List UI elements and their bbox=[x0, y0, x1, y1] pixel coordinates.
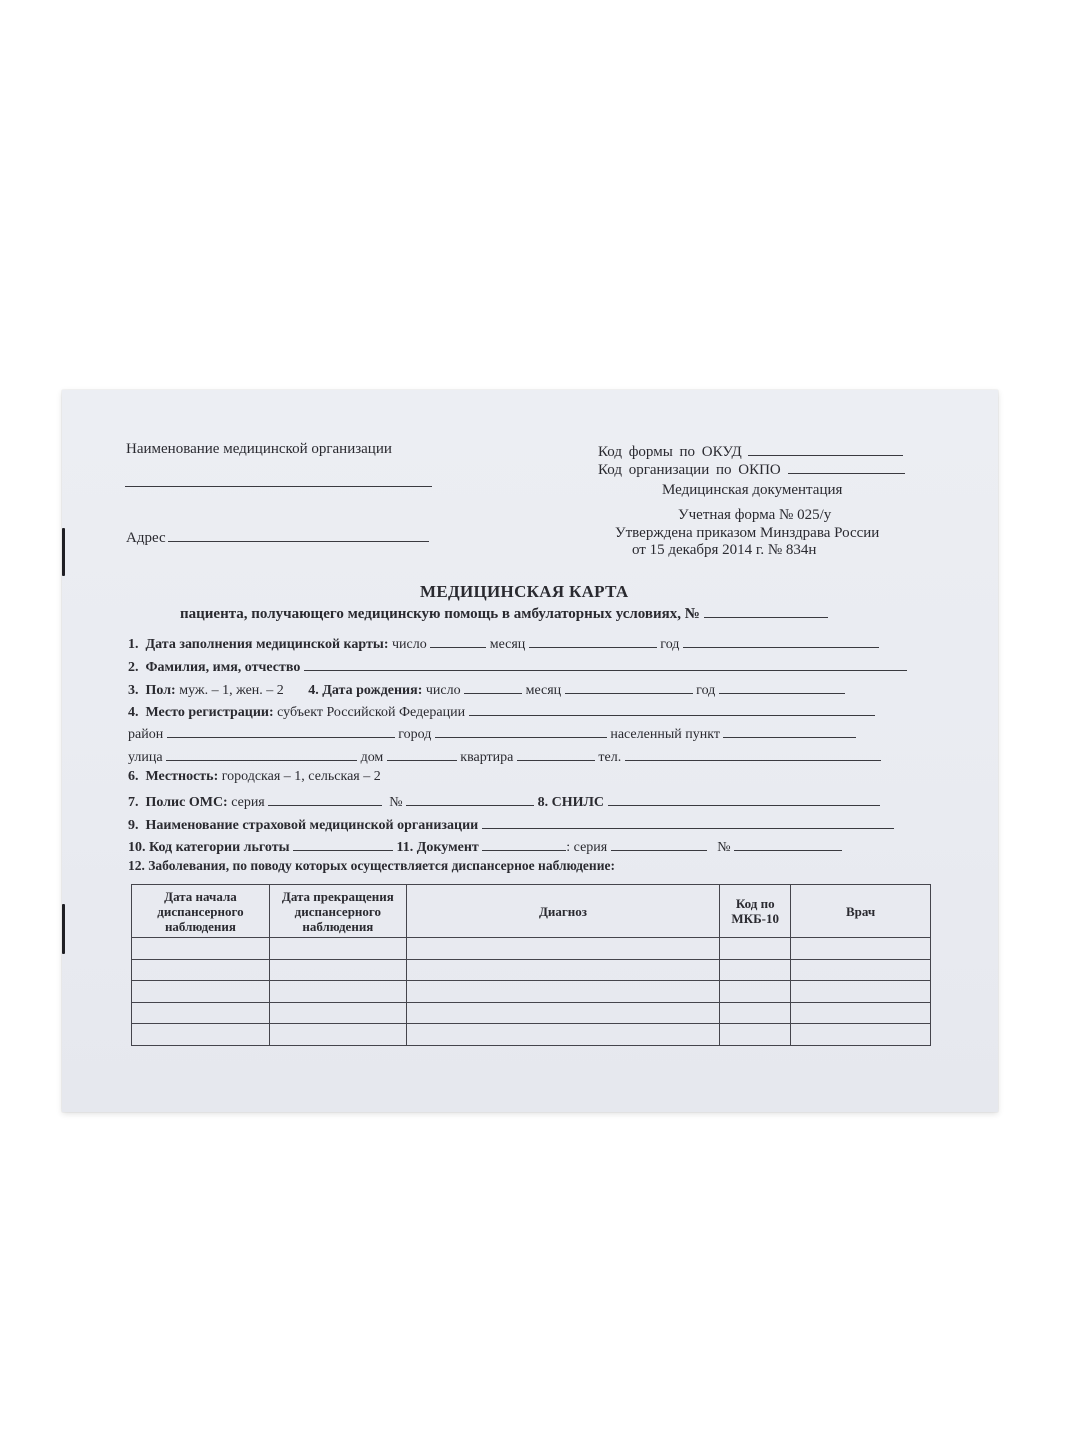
address-line[interactable] bbox=[168, 527, 429, 542]
table-cell[interactable] bbox=[269, 981, 406, 1003]
approved-by: Утверждена приказом Минздрава России bbox=[615, 525, 880, 541]
address-row-1: район город населенный пункт bbox=[128, 723, 856, 743]
field-2-row: 2. Фамилия, имя, отчество bbox=[128, 656, 907, 676]
table-row bbox=[132, 981, 931, 1003]
table-cell[interactable] bbox=[720, 981, 791, 1003]
col-doctor: Врач bbox=[791, 885, 931, 938]
table-cell[interactable] bbox=[791, 938, 931, 960]
table-row bbox=[132, 959, 931, 981]
table-cell[interactable] bbox=[791, 959, 931, 981]
field-7-row: 7. Полис ОМС: серия № 8. СНИЛС bbox=[128, 791, 880, 811]
doc-type: Медицинская документация bbox=[662, 482, 843, 498]
birth-day[interactable] bbox=[464, 679, 522, 694]
document-line[interactable] bbox=[482, 836, 566, 851]
region-line[interactable] bbox=[469, 701, 875, 716]
full-name-line[interactable] bbox=[304, 656, 907, 671]
table-cell[interactable] bbox=[132, 981, 270, 1003]
snils-line[interactable] bbox=[608, 791, 880, 806]
table-cell[interactable] bbox=[791, 1002, 931, 1024]
fill-date-month[interactable] bbox=[529, 633, 657, 648]
col-diagnosis: Диагноз bbox=[406, 885, 719, 938]
col-icd-code: Код по МКБ-10 bbox=[720, 885, 791, 938]
table-cell[interactable] bbox=[720, 959, 791, 981]
field-6-row: 6. Местность: городская – 1, сельская – 2 bbox=[128, 769, 381, 784]
form-number: Учетная форма № 025/у bbox=[678, 507, 832, 523]
table-cell[interactable] bbox=[406, 938, 719, 960]
policy-series-line[interactable] bbox=[268, 791, 382, 806]
org-name-label: Наименование медицинской организации bbox=[126, 441, 392, 457]
staple-top bbox=[62, 528, 65, 576]
insurer-line[interactable] bbox=[482, 814, 894, 829]
table-cell[interactable] bbox=[720, 1002, 791, 1024]
birth-month[interactable] bbox=[565, 679, 693, 694]
okud-row: Код формы по ОКУД bbox=[598, 441, 903, 461]
page-subtitle: пациента, получающего медицинскую помощь в амбулаторных условиях, № bbox=[180, 603, 828, 623]
field-3-row: 3. Пол: муж. – 1, жен. – 2 4. Дата рождения: число месяц год bbox=[128, 679, 845, 699]
address-row-2: улица дом квартира тел. bbox=[128, 746, 881, 766]
table-cell[interactable] bbox=[269, 1024, 406, 1046]
col-end-date: Дата прекращения диспансерного наблюдения bbox=[269, 885, 406, 938]
card-number-line[interactable] bbox=[704, 603, 828, 618]
table-cell[interactable] bbox=[406, 981, 719, 1003]
document-number-line[interactable] bbox=[734, 836, 842, 851]
table-cell[interactable] bbox=[132, 1024, 270, 1046]
apartment-line[interactable] bbox=[517, 746, 595, 761]
table-row bbox=[132, 938, 931, 960]
staple-bottom bbox=[62, 904, 65, 954]
field-4-row: 4. Место регистрации: субъект Российской Федерации bbox=[128, 701, 875, 721]
field-1-row: 1. Дата заполнения медицинской карты: число месяц год bbox=[128, 633, 879, 653]
street-line[interactable] bbox=[166, 746, 357, 761]
district-line[interactable] bbox=[167, 723, 395, 738]
fill-date-day[interactable] bbox=[430, 633, 486, 648]
field-10-row: 10. Код категории льготы 11. Документ : серия № bbox=[128, 836, 842, 856]
table-row bbox=[132, 1024, 931, 1046]
table-cell[interactable] bbox=[132, 938, 270, 960]
table-cell[interactable] bbox=[406, 959, 719, 981]
document-series-line[interactable] bbox=[611, 836, 707, 851]
table-header-row bbox=[132, 885, 931, 938]
table-cell[interactable] bbox=[791, 981, 931, 1003]
approved-date: от 15 декабря 2014 г. № 834н bbox=[632, 542, 817, 558]
table-cell[interactable] bbox=[720, 938, 791, 960]
benefit-code-line[interactable] bbox=[293, 836, 393, 851]
address-label: Адрес bbox=[126, 527, 429, 547]
dispensary-table bbox=[131, 884, 931, 1046]
phone-line[interactable] bbox=[625, 746, 881, 761]
policy-number-line[interactable] bbox=[406, 791, 534, 806]
table-cell[interactable] bbox=[132, 959, 270, 981]
table-cell[interactable] bbox=[406, 1002, 719, 1024]
birth-year[interactable] bbox=[719, 679, 845, 694]
org-name-line[interactable] bbox=[125, 486, 432, 487]
table-cell[interactable] bbox=[269, 1002, 406, 1024]
city-line[interactable] bbox=[435, 723, 607, 738]
field-9-row: 9. Наименование страховой медицинской организации bbox=[128, 814, 894, 834]
okpo-line[interactable] bbox=[788, 459, 905, 474]
settlement-line[interactable] bbox=[723, 723, 856, 738]
house-line[interactable] bbox=[387, 746, 457, 761]
okud-line[interactable] bbox=[748, 441, 903, 456]
col-start-date: Дата начала диспансерного наблюдения bbox=[132, 885, 270, 938]
field-12-label: 12. Заболевания, по поводу которых осуществляется диспансерное наблюдение: bbox=[128, 858, 615, 873]
table-cell[interactable] bbox=[132, 1002, 270, 1024]
table-cell[interactable] bbox=[269, 959, 406, 981]
table-cell[interactable] bbox=[791, 1024, 931, 1046]
okpo-row: Код организации по ОКПО bbox=[598, 459, 905, 479]
table-cell[interactable] bbox=[269, 938, 406, 960]
page-title: МЕДИЦИНСКАЯ КАРТА bbox=[420, 582, 629, 601]
table-cell[interactable] bbox=[406, 1024, 719, 1046]
table-cell[interactable] bbox=[720, 1024, 791, 1046]
table-row bbox=[132, 1002, 931, 1024]
fill-date-year[interactable] bbox=[683, 633, 879, 648]
